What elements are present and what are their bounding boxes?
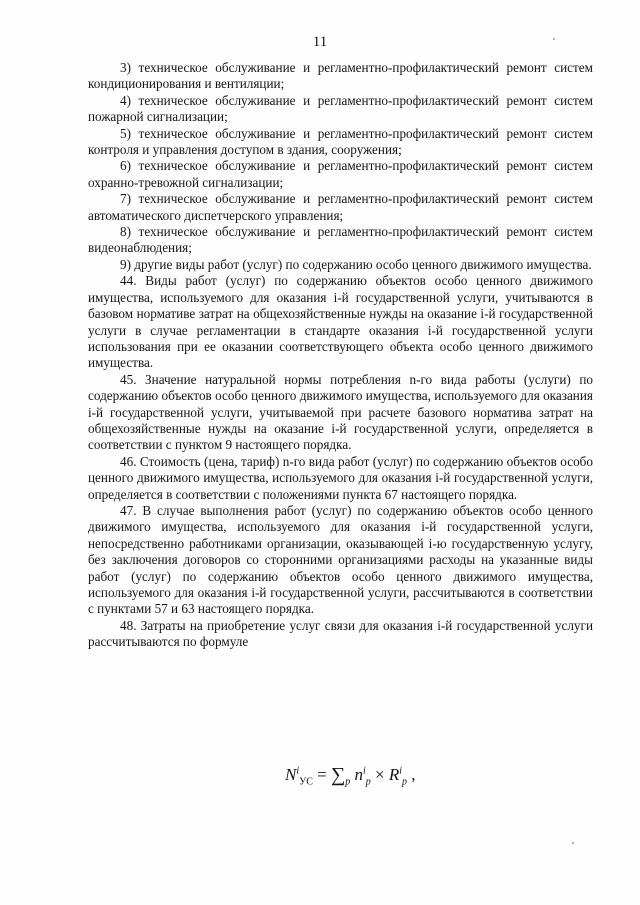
paragraph-item-3: 3) техническое обслуживание и регламентно-профилактический ремонт систем кондиционирования и вентиляции; <box>88 60 593 92</box>
scan-speck <box>572 842 574 844</box>
formula-term1-sup: i <box>362 765 366 777</box>
formula-term2-symbol: R <box>388 765 400 784</box>
formula-equals: = <box>317 765 327 784</box>
formula-term1-sub: p <box>365 776 371 788</box>
formula-term1-symbol: n <box>354 765 363 784</box>
formula-lhs-sub: УС <box>299 776 313 788</box>
paragraph-clause-48: 48. Затраты на приобретение услуг связи для оказания i-й государственной услуги рассчитываются по формуле <box>88 617 593 650</box>
formula-term2-sub: p <box>402 776 408 788</box>
formula-sum-symbol: ∑ <box>330 764 346 786</box>
paragraph-clause-46: 46. Стоимость (цена, тариф) n-го вида работ (услуг) по содержанию объектов особо ценного движимого имущества, используемого для оказания i-й государственной услуги, определяется в соответствии с положениями пункта 67 настоящего порядка. <box>88 453 593 502</box>
formula-lhs-sup: i <box>296 765 300 777</box>
page-number: 11 <box>312 34 328 50</box>
paragraph-item-5: 5) техническое обслуживание и регламентно-профилактический ремонт систем контроля и управления доступом в здания, сооружения; <box>88 125 593 158</box>
scan-speck <box>553 38 555 40</box>
formula-term2-sup: i <box>399 765 403 777</box>
paragraph-clause-47: 47. В случае выполнения работ (услуг) по содержанию объектов особо ценного движимого имущества, используемого для оказания i-й государственной услуги, непосредственно работниками организации, оказывающей i-ю государственную услугу, без заключения договоров со сторонними организациями расходы на указанные виды работ (услуг) по содержанию объектов особо ценного движимого имущества, используемого для оказания i-й государственной услуги, рассчитываются в соответствии с пунктами 57 и 63 настоящего порядка. <box>88 502 593 617</box>
paragraph-clause-45: 45. Значение натуральной нормы потребления n-го вида работы (услуги) по содержанию объектов особо ценного движимого имущества, используемого для оказания i-й государственной услуги, учитываемой при расчете базового норматива затрат на общехозяйственные нужды на оказание i-й государственной услуги, определяется в соответствии с пунктом 9 настоящего порядка. <box>88 371 593 453</box>
paragraph-item-9: 9) другие виды работ (услуг) по содержанию особо ценного движимого имущества. <box>120 256 592 272</box>
formula-lhs-symbol: N <box>285 765 297 784</box>
formula <box>285 764 416 787</box>
formula-trailing: , <box>411 765 416 784</box>
paragraph-item-7: 7) техническое обслуживание и регламентно-профилактический ремонт систем автоматического диспетчерского управления; <box>88 191 593 223</box>
paragraph-item-4: 4) техническое обслуживание и регламентно-профилактический ремонт систем пожарной сигнализации; <box>88 92 593 125</box>
document-body <box>88 60 593 651</box>
paragraph-item-8: 8) техническое обслуживание и регламентно-профилактический ремонт систем видеонаблюдения; <box>88 224 593 256</box>
formula-sum-sub: p <box>345 776 351 788</box>
paragraph-item-6: 6) техническое обслуживание и регламентно-профилактический ремонт систем охранно-тревожной сигнализации; <box>88 158 593 190</box>
paragraph-clause-44: 44. Виды работ (услуг) по содержанию объектов особо ценного движимого имущества, используемого для оказания i-й государственной услуги, учитываются в базовом нормативе затрат на общехозяйственные нужды на оказание i-й государственной услуги в случае регламентации в стандарте оказания i-й государственной услуги использования при ее оказании соответствующего объекта особо ценного движимого имущества. <box>88 273 593 371</box>
formula-times: × <box>375 765 385 784</box>
